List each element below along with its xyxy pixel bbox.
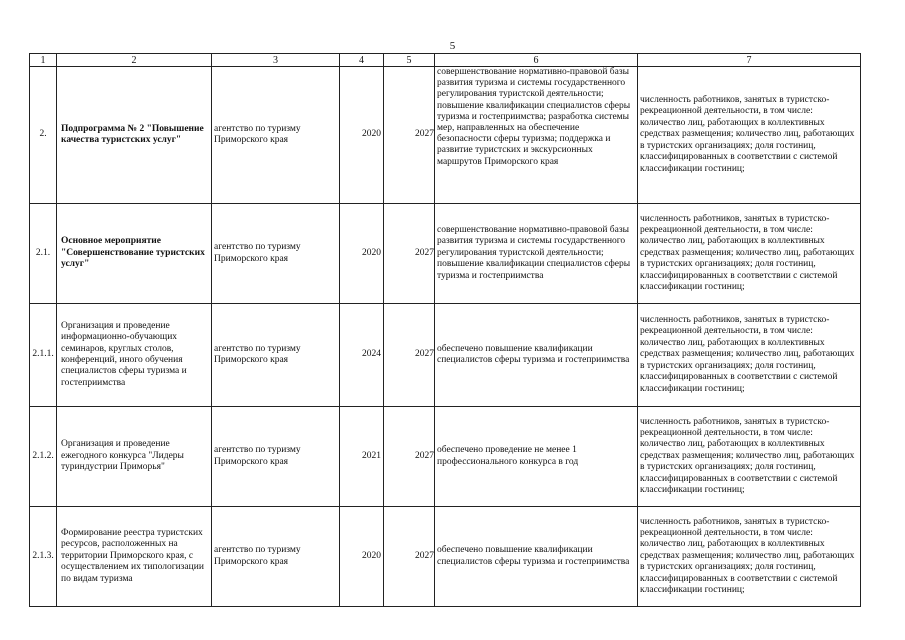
row-start-year: 2024	[340, 304, 384, 407]
row-indicators: численность работников, занятых в туристско-рекреационной деятельности, в том числе: количество лиц, работающих в коллективных средствах размещения; количество лиц, работающих в туристских организациях; доля гостиниц, классифицированных в соответствии с системой классификации гостиниц;	[638, 204, 861, 304]
row-agency: агентство по туризму Приморского края	[212, 304, 340, 407]
page-number: 5	[449, 40, 456, 52]
row-start-year: 2020	[340, 204, 384, 304]
row-name: Основное мероприятие "Совершенствование туристских услуг"	[57, 204, 212, 304]
row-number: 2.	[30, 67, 57, 204]
row-agency: агентство по туризму Приморского края	[212, 507, 340, 607]
row-end-year: 2027	[384, 67, 435, 204]
column-header: 1	[30, 54, 57, 67]
row-indicators: численность работников, занятых в туристско-рекреационной деятельности, в том числе: количество лиц, работающих в коллективных средствах размещения; количество лиц, работающих в туристских организациях; доля гостиниц, классифицированных в соответствии с системой классификации гостиниц;	[638, 507, 861, 607]
row-result: обеспечено повышение квалификации специалистов сферы туризма и гостеприимства	[435, 507, 638, 607]
row-name: Организация и проведение информационно-обучающих семинаров, круглых столов, конференций, иного обучения специалистов сферы туризма и гостеприимства	[57, 304, 212, 407]
row-indicators: численность работников, занятых в туристско-рекреационной деятельности, в том числе: количество лиц, работающих в коллективных средствах размещения; количество лиц, работающих в туристских организациях; доля гостиниц, классифицированных в соответствии с системой классификации гостиниц;	[638, 304, 861, 407]
row-result: совершенствование нормативно-правовой базы развития туризма и системы государственного регулирования туристской деятельности; повышение квалификации специалистов сферы туризма и гостеприимства	[435, 204, 638, 304]
row-start-year: 2021	[340, 407, 384, 507]
row-indicators: численность работников, занятых в туристско-рекреационной деятельности, в том числе: количество лиц, работающих в коллективных средствах размещения; количество лиц, работающих в туристских организациях; доля гостиниц, классифицированных в соответствии с системой классификации гостиниц;	[638, 407, 861, 507]
table-row	[30, 204, 861, 304]
row-result: совершенствование нормативно-правовой базы развития туризма и системы государственного регулирования туристской деятельности; повышение квалификации специалистов сферы туризма и гостеприимства; разработка системы мер, направленных на обеспечение безопасности сферы туризма; поддержка и развитие туристских и экскурсионных маршрутов Приморского края	[435, 67, 638, 204]
row-name: Подпрограмма № 2 "Повышение качества туристских услуг"	[57, 67, 212, 204]
row-start-year: 2020	[340, 507, 384, 607]
row-number: 2.1.2.	[30, 407, 57, 507]
program-table	[29, 53, 861, 607]
row-number: 2.1.3.	[30, 507, 57, 607]
table-row	[30, 507, 861, 607]
row-agency: агентство по туризму Приморского края	[212, 407, 340, 507]
row-start-year: 2020	[340, 67, 384, 204]
table-row	[30, 407, 861, 507]
table-row	[30, 67, 861, 204]
column-header: 5	[384, 54, 435, 67]
row-agency: агентство по туризму Приморского края	[212, 204, 340, 304]
column-header: 3	[212, 54, 340, 67]
table-row	[30, 304, 861, 407]
row-end-year: 2027	[384, 507, 435, 607]
row-end-year: 2027	[384, 407, 435, 507]
column-header: 6	[435, 54, 638, 67]
column-number-row	[30, 54, 861, 67]
column-header: 7	[638, 54, 861, 67]
row-name: Организация и проведение ежегодного конкурса "Лидеры туриндустрии Приморья"	[57, 407, 212, 507]
column-header: 4	[340, 54, 384, 67]
row-result: обеспечено повышение квалификации специалистов сферы туризма и гостеприимства	[435, 304, 638, 407]
row-end-year: 2027	[384, 304, 435, 407]
row-number: 2.1.	[30, 204, 57, 304]
row-number: 2.1.1.	[30, 304, 57, 407]
column-header: 2	[57, 54, 212, 67]
row-end-year: 2027	[384, 204, 435, 304]
row-name: Формирование реестра туристских ресурсов, расположенных на территории Приморского края, с осуществлением их типологизации по видам туризма	[57, 507, 212, 607]
row-agency: агентство по туризму Приморского края	[212, 67, 340, 204]
row-indicators: численность работников, занятых в туристско-рекреационной деятельности, в том числе: количество лиц, работающих в коллективных средствах размещения; количество лиц, работающих в туристских организациях; доля гостиниц, классифицированных в соответствии с системой классификации гостиниц;	[638, 67, 861, 204]
row-result: обеспечено проведение не менее 1 профессионального конкурса в год	[435, 407, 638, 507]
